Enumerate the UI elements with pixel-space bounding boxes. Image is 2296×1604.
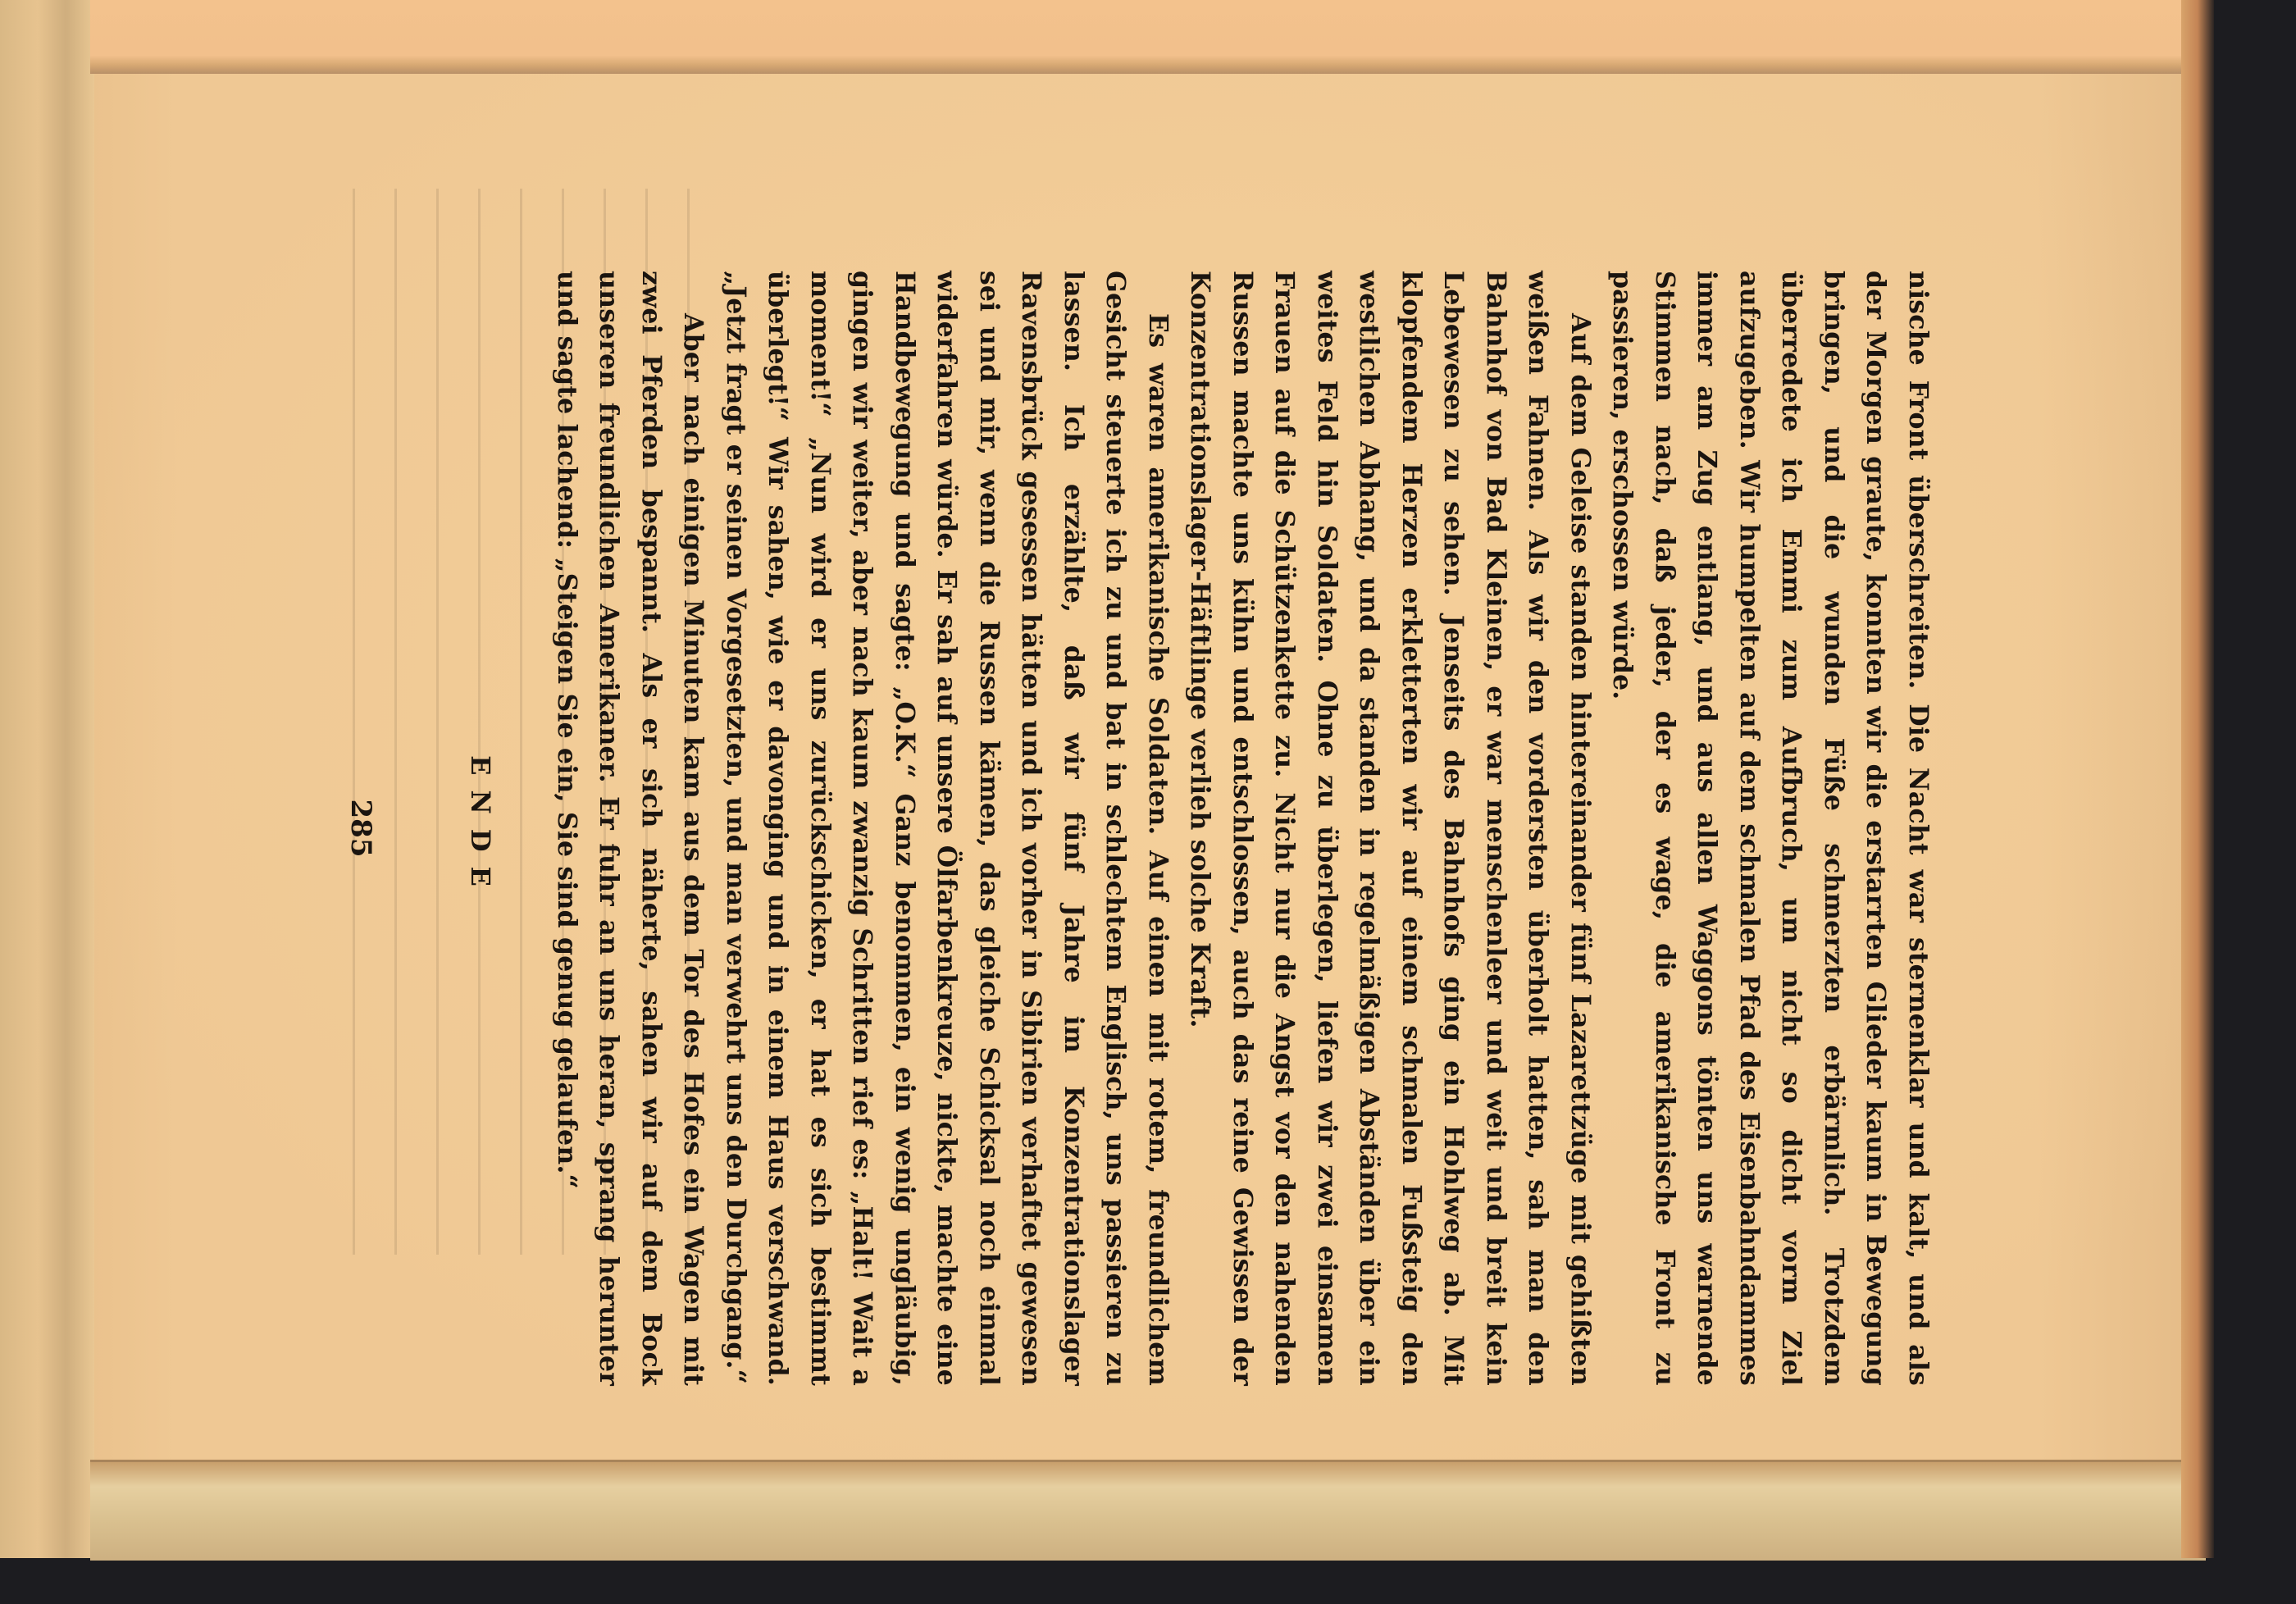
page-top-fold (90, 0, 2202, 74)
page-right-edge (2181, 0, 2214, 1558)
paragraph-4: Aber nach einigen Minuten kam aus dem Tor des Hofes ein Wagen mit zwei Pferden bespannt. Als er sich näherte, sahen wir auf dem Bock unseren freundlichen Amerikaner. Er fuhr an uns heran, sprang herunter und sagte lachend: „Steigen Sie ein, Sie sind genug gelaufen.“ (552, 271, 709, 1386)
page-number: 285 (344, 799, 377, 858)
book-cover-edge (90, 1460, 2206, 1561)
paragraph-2: Auf dem Geleise standen hintereinander fünf Lazarettzüge mit gehißten weißen Fahnen. Als wir den vordersten überholt hatten, sah man den Bahnhof von Bad Kleinen, er war menschenleer und weit und breit kein Lebewesen zu sehen. Jenseits des Bahnhofs ging ein Hohlweg ab. Mit klopfendem Herzen erkletterten wir auf einem schmalen Fußsteig den westlichen Abhang, und da standen in regelmäßigen Abständen über ein weites Feld hin Soldaten. Ohne zu überlegen, liefen wir zwei einsamen Frauen auf die Schützenkette zu. Nicht nur die Angst vor den nahenden Russen machte uns kühn und entschlossen, auch das reine Gewissen der Konzentrationslager-Häftlinge verlieh solche Kraft. (1185, 271, 1596, 1386)
page-text-block (176, 271, 1939, 1386)
ending-word: ENDE (465, 755, 497, 901)
paragraph-1: nische Front überschreiten. Die Nacht war sternenklar und kalt, und als der Morgen graute, konnten wir die erstarrten Glieder kaum in Bewegung bringen, und die wunden Füße schmerzten erbärmlich. Trotzdem überredete ich Emmi zum Aufbruch, um nicht so dicht vorm Ziel aufzugeben. Wir humpelten auf dem schmalen Pfad des Eisenbahndammes immer am Zug entlang, und aus allen Waggons tönten uns warnende Stimmen nach, daß jeder, der es wage, die amerikanische Front zu passieren, erschossen würde. (1607, 271, 1934, 1386)
page-gutter (0, 0, 94, 1558)
paragraph-3: Es waren amerikanische Soldaten. Auf einen mit rotem, freundlichem Gesicht steuerte ich zu und bat in schlechtem Englisch, uns passieren zu lassen. Ich erzählte, daß wir fünf Jahre im Konzentrationslager Ravensbrück gesessen hätten und ich vorher in Sibirien verhaftet gewesen sei und mir, wenn die Russen kämen, das gleiche Schicksal noch einmal widerfahren würde. Er sah auf unsere Ölfarbenkreuze, nickte, machte eine Handbewegung und sagte: „O.K.“ Ganz benommen, ein wenig ungläubig, gingen wir weiter, aber nach kaum zwanzig Schritten rief es: „Halt! Wait a moment!“ „Nun wird er uns zurückschicken, er hat es sich bestimmt überlegt!“ Wir sahen, wie er davonging und in einem Haus verschwand. „Jetzt fragt er seinen Vorgesetzten, und man verwehrt uns den Durchgang.“ (721, 271, 1173, 1386)
